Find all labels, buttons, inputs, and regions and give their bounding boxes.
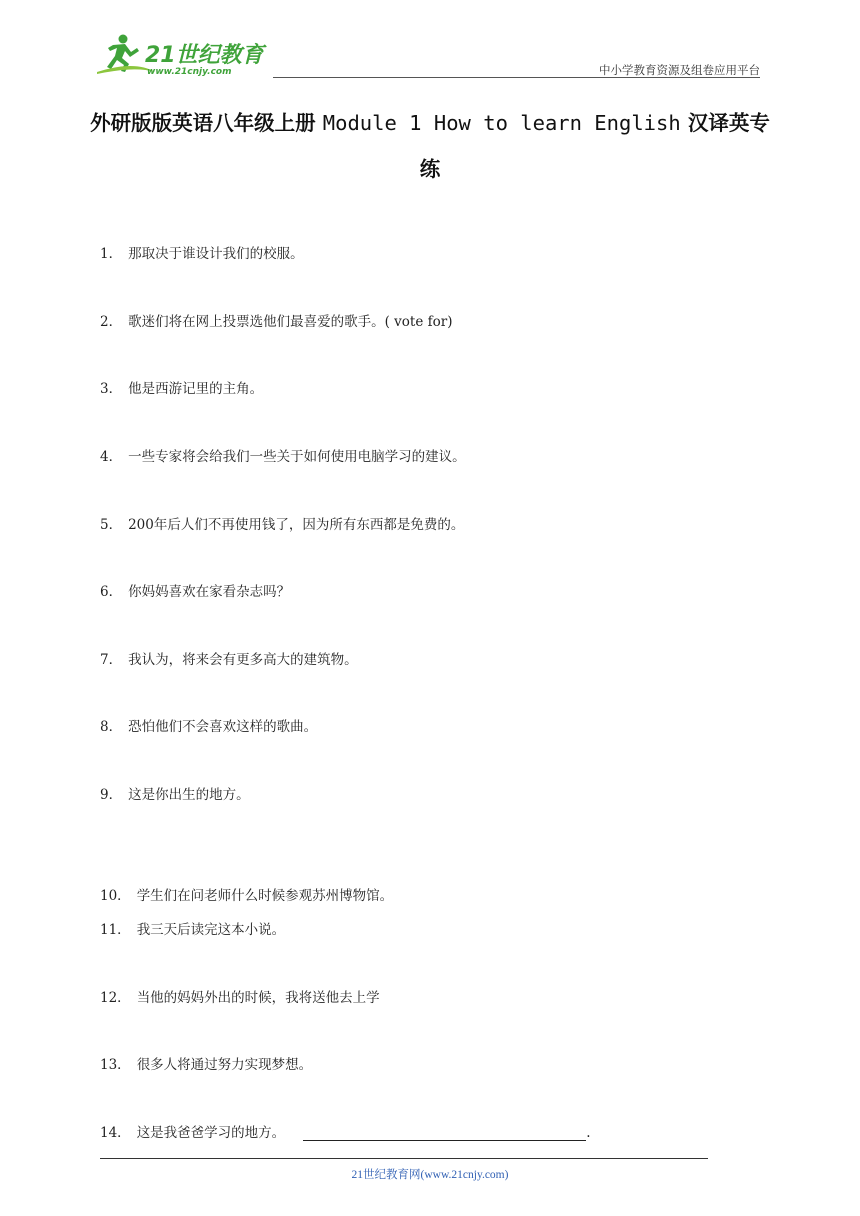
question-item: [100, 580, 290, 600]
question-text: 当他的妈妈外出的时候，我将送他去上学: [136, 990, 380, 1006]
question-number: 4．: [100, 449, 123, 465]
question-item: [100, 648, 358, 668]
title-suffix: 汉译英专练: [419, 111, 770, 181]
question-number: 13．: [100, 1057, 131, 1073]
question-text: 200年后人们不再使用钱了，因为所有东西都是免费的。: [128, 517, 465, 533]
question-item: [100, 884, 393, 904]
question-text: 我三天后读完这本小说。: [136, 922, 286, 938]
title-english: Module 1 How to learn English: [322, 111, 681, 135]
question-text: 学生们在问老师什么时候参观苏州博物馆。: [136, 888, 394, 904]
question-number: 14．: [100, 1125, 131, 1141]
question-item: [100, 1053, 312, 1073]
logo-url-text: www.21cnjy.com: [147, 67, 232, 76]
page-title: [90, 100, 770, 192]
logo-text: 21世纪教育: [145, 43, 264, 68]
question-text: 这是我爸爸学习的地方。: [136, 1125, 286, 1141]
question-number: 5．: [100, 517, 123, 533]
question-number: 2．: [100, 314, 123, 330]
question-text: 歌迷们将在网上投票选他们最喜爱的歌手。( vote for): [128, 314, 453, 330]
header-divider: [273, 77, 760, 78]
page-header: [95, 28, 760, 78]
question-number: 11．: [100, 922, 131, 938]
question-number: 12．: [100, 990, 131, 1006]
title-prefix: 外研版版英语八年级上册: [90, 111, 323, 135]
question-text: 你妈妈喜欢在家看杂志吗？: [128, 584, 291, 600]
question-item: [100, 1121, 590, 1141]
question-number: 9．: [100, 787, 123, 803]
question-item: [100, 242, 304, 262]
blank-period: .: [586, 1125, 591, 1141]
question-text: 这是你出生的地方。: [128, 787, 250, 803]
question-text: 那取决于谁设计我们的校服。: [128, 246, 304, 262]
footer-divider: [100, 1158, 708, 1159]
21cnjy-logo: [95, 32, 275, 76]
question-text: 恐怕他们不会喜欢这样的歌曲。: [128, 719, 318, 735]
question-number: 7．: [100, 652, 123, 668]
question-text: 一些专家将会给我们一些关于如何使用电脑学习的建议。: [128, 449, 466, 465]
question-item: [100, 783, 250, 803]
question-item: [100, 715, 317, 735]
question-number: 6．: [100, 584, 123, 600]
footer-link[interactable]: 21世纪教育网(www.21cnjy.com): [351, 1169, 509, 1181]
question-item: [100, 918, 285, 938]
question-number: 3．: [100, 381, 123, 397]
answer-blank[interactable]: [303, 1126, 586, 1141]
question-text: 我认为，将来会有更多高大的建筑物。: [128, 652, 358, 668]
question-number: 1．: [100, 246, 123, 262]
question-text: 他是西游记里的主角。: [128, 381, 264, 397]
question-item: [100, 986, 380, 1006]
question-number: 8．: [100, 719, 123, 735]
question-item: [100, 445, 466, 465]
platform-name: 中小学教育资源及组卷应用平台: [599, 63, 760, 77]
question-number: 10．: [100, 888, 131, 904]
question-item: [100, 377, 263, 397]
question-item: [100, 513, 464, 533]
question-item: [100, 310, 452, 330]
question-text: 很多人将通过努力实现梦想。: [136, 1057, 313, 1073]
